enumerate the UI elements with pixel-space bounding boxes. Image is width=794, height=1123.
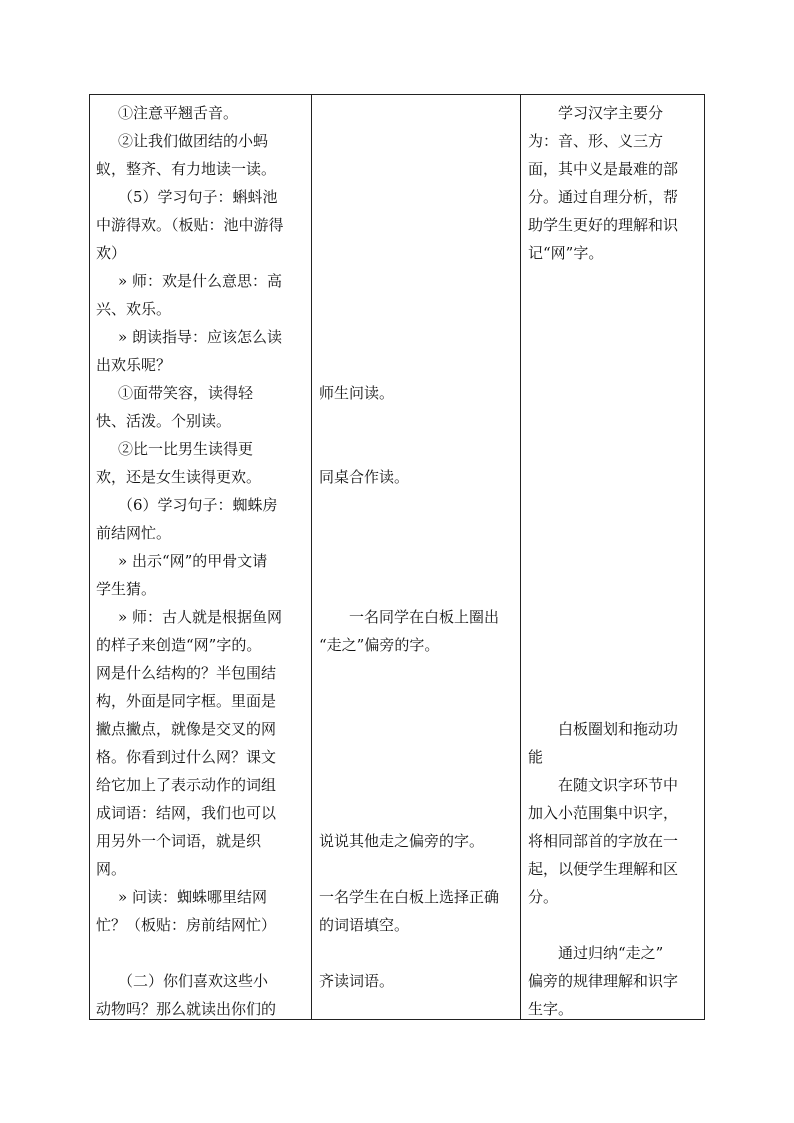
col1-line: 兴、欢乐。: [96, 300, 172, 318]
col3-line: 偏旁的规律理解和识字: [528, 972, 679, 990]
col1-line: ①面带笑容，读得轻: [118, 384, 254, 402]
col1-line: 学生猜。: [96, 580, 157, 598]
col3-line: 起，以便学生理解和区: [528, 860, 679, 878]
col3-line: 记“网”字。: [528, 244, 604, 262]
col3-line: 为：音、形、义三方: [528, 132, 664, 150]
col1-line: 欢）: [96, 244, 127, 262]
column-divider-1: [311, 95, 312, 1019]
col1-line: 忙？（板贴：房前结网忙）: [96, 916, 277, 934]
col2-line: 同桌合作读。: [319, 468, 410, 486]
col3-line: 能: [528, 748, 544, 766]
col1-line: 蚁，整齐、有力地读一读。: [96, 160, 277, 178]
col3-line: 加入小范围集中识字，: [528, 804, 679, 822]
col1-line: 欢，还是女生读得更欢。: [96, 468, 262, 486]
col2-line: 的词语填空。: [319, 916, 410, 934]
col1-line: 网。: [96, 860, 127, 878]
col3-line: 将相同部首的字放在一: [528, 832, 679, 850]
col1-line: 用另外一个词语，就是织: [96, 832, 262, 850]
col2-line: 齐读词语。: [319, 972, 395, 990]
col3-line: 面，其中义是最难的部: [528, 160, 679, 178]
col2-line: 说说其他走之偏旁的字。: [319, 832, 485, 850]
col3-line: 助学生更好的理解和识: [528, 216, 679, 234]
column-divider-2: [520, 95, 521, 1019]
col3-line: 学习汉字主要分: [558, 104, 664, 122]
col1-line: 的样子来创造“网”字的。: [96, 636, 262, 654]
col1-line: 快、活泼。个别读。: [96, 412, 232, 430]
col1-line: » 朗读指导：应该怎么读: [118, 328, 282, 346]
col1-line: ①注意平翘舌音。: [118, 104, 239, 122]
col1-line: （6）学习句子：蜘蛛房: [118, 496, 278, 514]
col1-line: ②比一比男生读得更: [118, 440, 254, 458]
col3-line: 白板圈划和拖动功: [558, 720, 679, 738]
col2-line: 一名学生在白板上选择正确: [319, 888, 500, 906]
lesson-plan-table: [89, 94, 705, 1020]
col1-line: » 问读：蜘蛛哪里结网: [118, 888, 267, 906]
col1-line: （5）学习句子：蝌蚪池: [118, 188, 278, 206]
col2-line: 一名同学在白板上圈出: [349, 608, 500, 626]
col3-line: 通过归纳“走之”: [558, 944, 664, 962]
col3-line: 生字。: [528, 1000, 574, 1018]
col1-line: 中游得欢。（板贴：池中游得: [96, 216, 284, 234]
col1-line: 格。你看到过什么网？课文: [96, 748, 277, 766]
col1-line: 网是什么结构的？半包围结: [96, 664, 277, 682]
col1-line: 动物吗？那么就读出你们的: [96, 1000, 277, 1018]
col3-line: 在随文识字环节中: [558, 776, 679, 794]
col1-line: » 师：古人就是根据鱼网: [118, 608, 282, 626]
col2-line: 师生问读。: [319, 384, 395, 402]
col1-line: 给它加上了表示动作的词组: [96, 776, 277, 794]
col1-line: 前结网忙。: [96, 524, 172, 542]
col1-line: 出欢乐呢？: [96, 356, 172, 374]
col1-line: » 师：欢是什么意思：高: [118, 272, 282, 290]
col3-line: 分。: [528, 888, 559, 906]
col1-line: » 出示“网”的甲骨文请: [118, 552, 268, 570]
col1-line: 成词语：结网，我们也可以: [96, 804, 277, 822]
col1-line: ②让我们做团结的小蚂: [118, 132, 269, 150]
col1-line: 构，外面是同字框。里面是: [96, 692, 277, 710]
col2-line: “走之”偏旁的字。: [319, 636, 440, 654]
col1-line: 撇点撇点，就像是交叉的网: [96, 720, 277, 738]
col1-line: （二）你们喜欢这些小: [118, 972, 269, 990]
col3-line: 分。通过自理分析，帮: [528, 188, 679, 206]
